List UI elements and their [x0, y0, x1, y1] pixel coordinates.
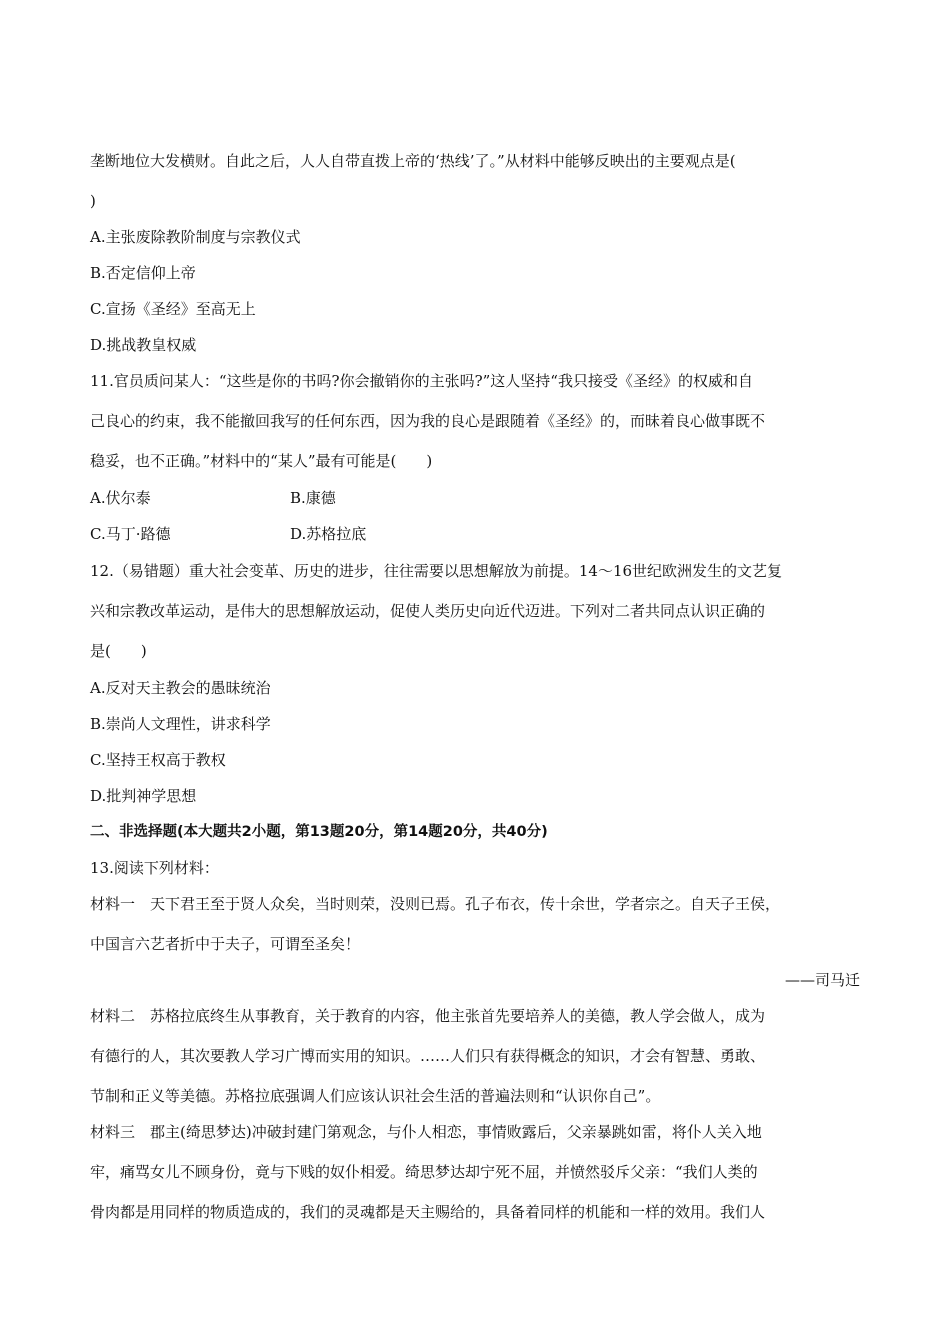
- q11-stem-line3: 稳妥，也不正确。”材料中的“某人”最有可能是( ): [90, 452, 433, 470]
- q12-stem-line2: 兴和宗教改革运动，是伟大的思想解放运动，促使人类历史向近代迈进。下列对二者共同点认识正确的: [90, 602, 766, 620]
- q13-intro: 13.阅读下列材料：: [90, 859, 219, 877]
- q10-option-b: B.否定信仰上帝: [90, 264, 196, 282]
- q10-option-c: C.宣扬《圣经》至高无上: [90, 300, 256, 318]
- q11-option-c: C.马丁·路德: [90, 525, 171, 543]
- q11-option-b: B.康德: [290, 489, 336, 507]
- material1-source: ——司马迁: [784, 971, 860, 989]
- q12-option-c: C.坚持王权高于教权: [90, 751, 226, 769]
- material1-line1: 材料一 天下君王至于贤人众矣，当时则荣，没则已焉。孔子布衣，传十余世，学者宗之。自天子王侯，: [90, 895, 781, 913]
- q11-option-d: D.苏格拉底: [290, 525, 367, 543]
- q12-stem-line3: 是( ): [90, 642, 147, 660]
- q11-option-a: A.伏尔泰: [90, 489, 151, 507]
- material3-line1: 材料三 郡主(绮思梦达)冲破封建门第观念，与仆人相恋，事情败露后，父亲暴跳如雷，将仆人关入地: [90, 1123, 762, 1141]
- section-heading: 二、非选择题(本大题共2小题，第13题20分，第14题20分，共40分): [90, 824, 548, 840]
- q12-option-b: B.崇尚人文理性，讲求科学: [90, 715, 271, 733]
- q12-stem-line1: 12.（易错题）重大社会变革、历史的进步，往往需要以思想解放为前提。14～16世纪欧洲发生的文艺复: [90, 562, 783, 580]
- q10-stem-line1: 垄断地位大发横财。自此之后，人人自带直拨上帝的‘热线’了。”从材料中能够反映出的主要观点是(: [90, 152, 736, 170]
- material2-line3: 节制和正义等美德。苏格拉底强调人们应该认识社会生活的普遍法则和“认识你自己”。: [90, 1087, 661, 1105]
- material2-line2: 有德行的人，其次要教人学习广博而实用的知识。……人们只有获得概念的知识，才会有智慧、勇敢、: [90, 1047, 766, 1065]
- q10-option-d: D.挑战教皇权威: [90, 336, 197, 354]
- q12-option-d: D.批判神学思想: [90, 787, 197, 805]
- q12-option-a: A.反对天主教会的愚昧统治: [90, 679, 271, 697]
- material2-line1: 材料二 苏格拉底终生从事教育，关于教育的内容，他主张首先要培养人的美德，教人学会做人，成为: [90, 1007, 766, 1025]
- q11-stem-line1: 11.官员质问某人：“这些是你的书吗?你会撤销你的主张吗?”这人坚持“我只接受《圣经》的权威和自: [90, 372, 753, 390]
- material1-line2: 中国言六艺者折中于夫子，可谓至圣矣！: [90, 935, 361, 953]
- material3-line2: 牢，痛骂女儿不顾身份，竟与下贱的奴仆相爱。绮思梦达却宁死不屈，并愤然驳斥父亲：“我们人类的: [90, 1163, 758, 1181]
- q10-option-a: A.主张废除教阶制度与宗教仪式: [90, 228, 301, 246]
- q11-stem-line2: 己良心的约束，我不能撤回我写的任何东西，因为我的良心是跟随着《圣经》的，而昧着良心做事既不: [90, 412, 766, 430]
- q10-stem-line2: ): [90, 192, 96, 210]
- material3-line3: 骨肉都是用同样的物质造成的，我们的灵魂都是天主赐给的，具备着同样的机能和一样的效用。我们人: [90, 1203, 766, 1221]
